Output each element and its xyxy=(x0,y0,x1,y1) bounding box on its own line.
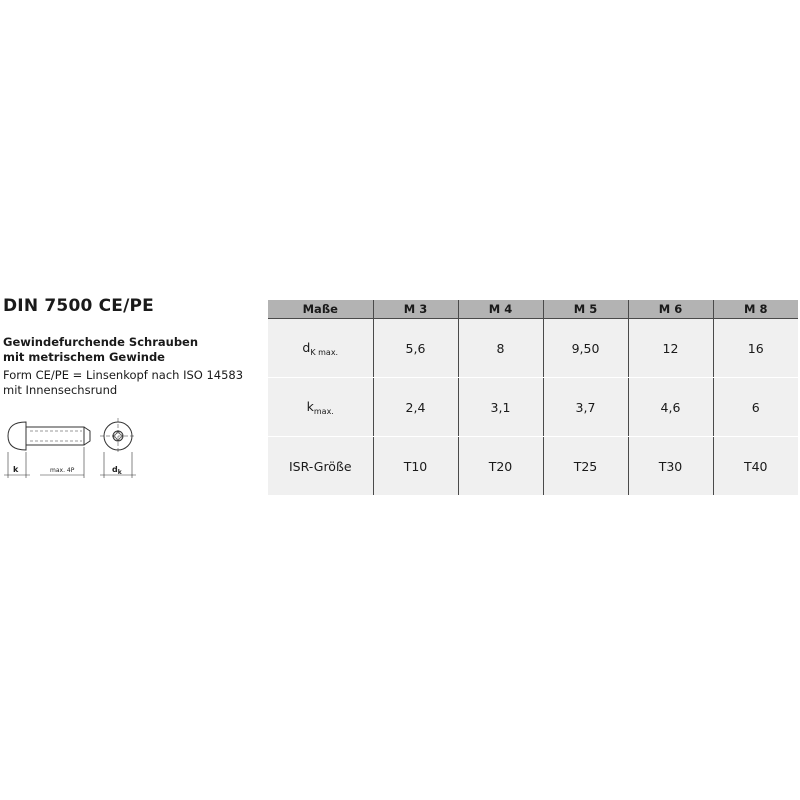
header-cell-m6: M 6 xyxy=(628,300,713,319)
row-label: ISR-Größe xyxy=(268,437,373,496)
table-cell: T40 xyxy=(713,437,798,496)
table-cell: 16 xyxy=(713,319,798,378)
row-label: $k_{max.}$ xyxy=(268,378,373,437)
header-cell-m3: M 3 xyxy=(373,300,458,319)
header-cell-m4: M 4 xyxy=(458,300,543,319)
table-row-dk xyxy=(268,319,798,378)
screw-technical-drawing xyxy=(0,412,150,482)
table-cell: 8 xyxy=(458,319,543,378)
table-cell: T10 xyxy=(373,437,458,496)
subtitle-line-1: Gewindefurchende Schrauben xyxy=(3,335,199,349)
drawing-label-length: max. 4P xyxy=(50,467,75,474)
table-cell: 3,7 xyxy=(543,378,628,437)
table-cell: T20 xyxy=(458,437,543,496)
table-row-k xyxy=(268,378,798,437)
dimensions-table xyxy=(268,300,798,495)
table-cell: 3,1 xyxy=(458,378,543,437)
table-cell: 5,6 xyxy=(373,319,458,378)
description-line-2: mit Innensechsrund xyxy=(3,383,118,397)
description-line-1: Form CE/PE = Linsenkopf nach ISO 14583 xyxy=(3,368,244,382)
table-cell: 4,6 xyxy=(628,378,713,437)
table-header-row xyxy=(268,300,798,319)
product-subtitle xyxy=(3,335,198,365)
table-cell: 9,50 xyxy=(543,319,628,378)
table-cell: T30 xyxy=(628,437,713,496)
table-cell: 12 xyxy=(628,319,713,378)
table-cell: 6 xyxy=(713,378,798,437)
table-cell: T25 xyxy=(543,437,628,496)
subtitle-line-2: mit metrischem Gewinde xyxy=(3,350,165,364)
table-cell: 2,4 xyxy=(373,378,458,437)
product-description xyxy=(3,368,243,398)
product-title: DIN 7500 CE/PE xyxy=(3,296,154,316)
header-cell-m8: M 8 xyxy=(713,300,798,319)
drawing-label-k: k xyxy=(13,465,19,474)
table-row-isr xyxy=(268,437,798,496)
header-cell-label: Maße xyxy=(268,300,373,319)
drawing-label-d: $d_k$ xyxy=(112,465,122,476)
header-cell-m5: M 5 xyxy=(543,300,628,319)
row-label: $d_{K max.}$ xyxy=(268,319,373,378)
